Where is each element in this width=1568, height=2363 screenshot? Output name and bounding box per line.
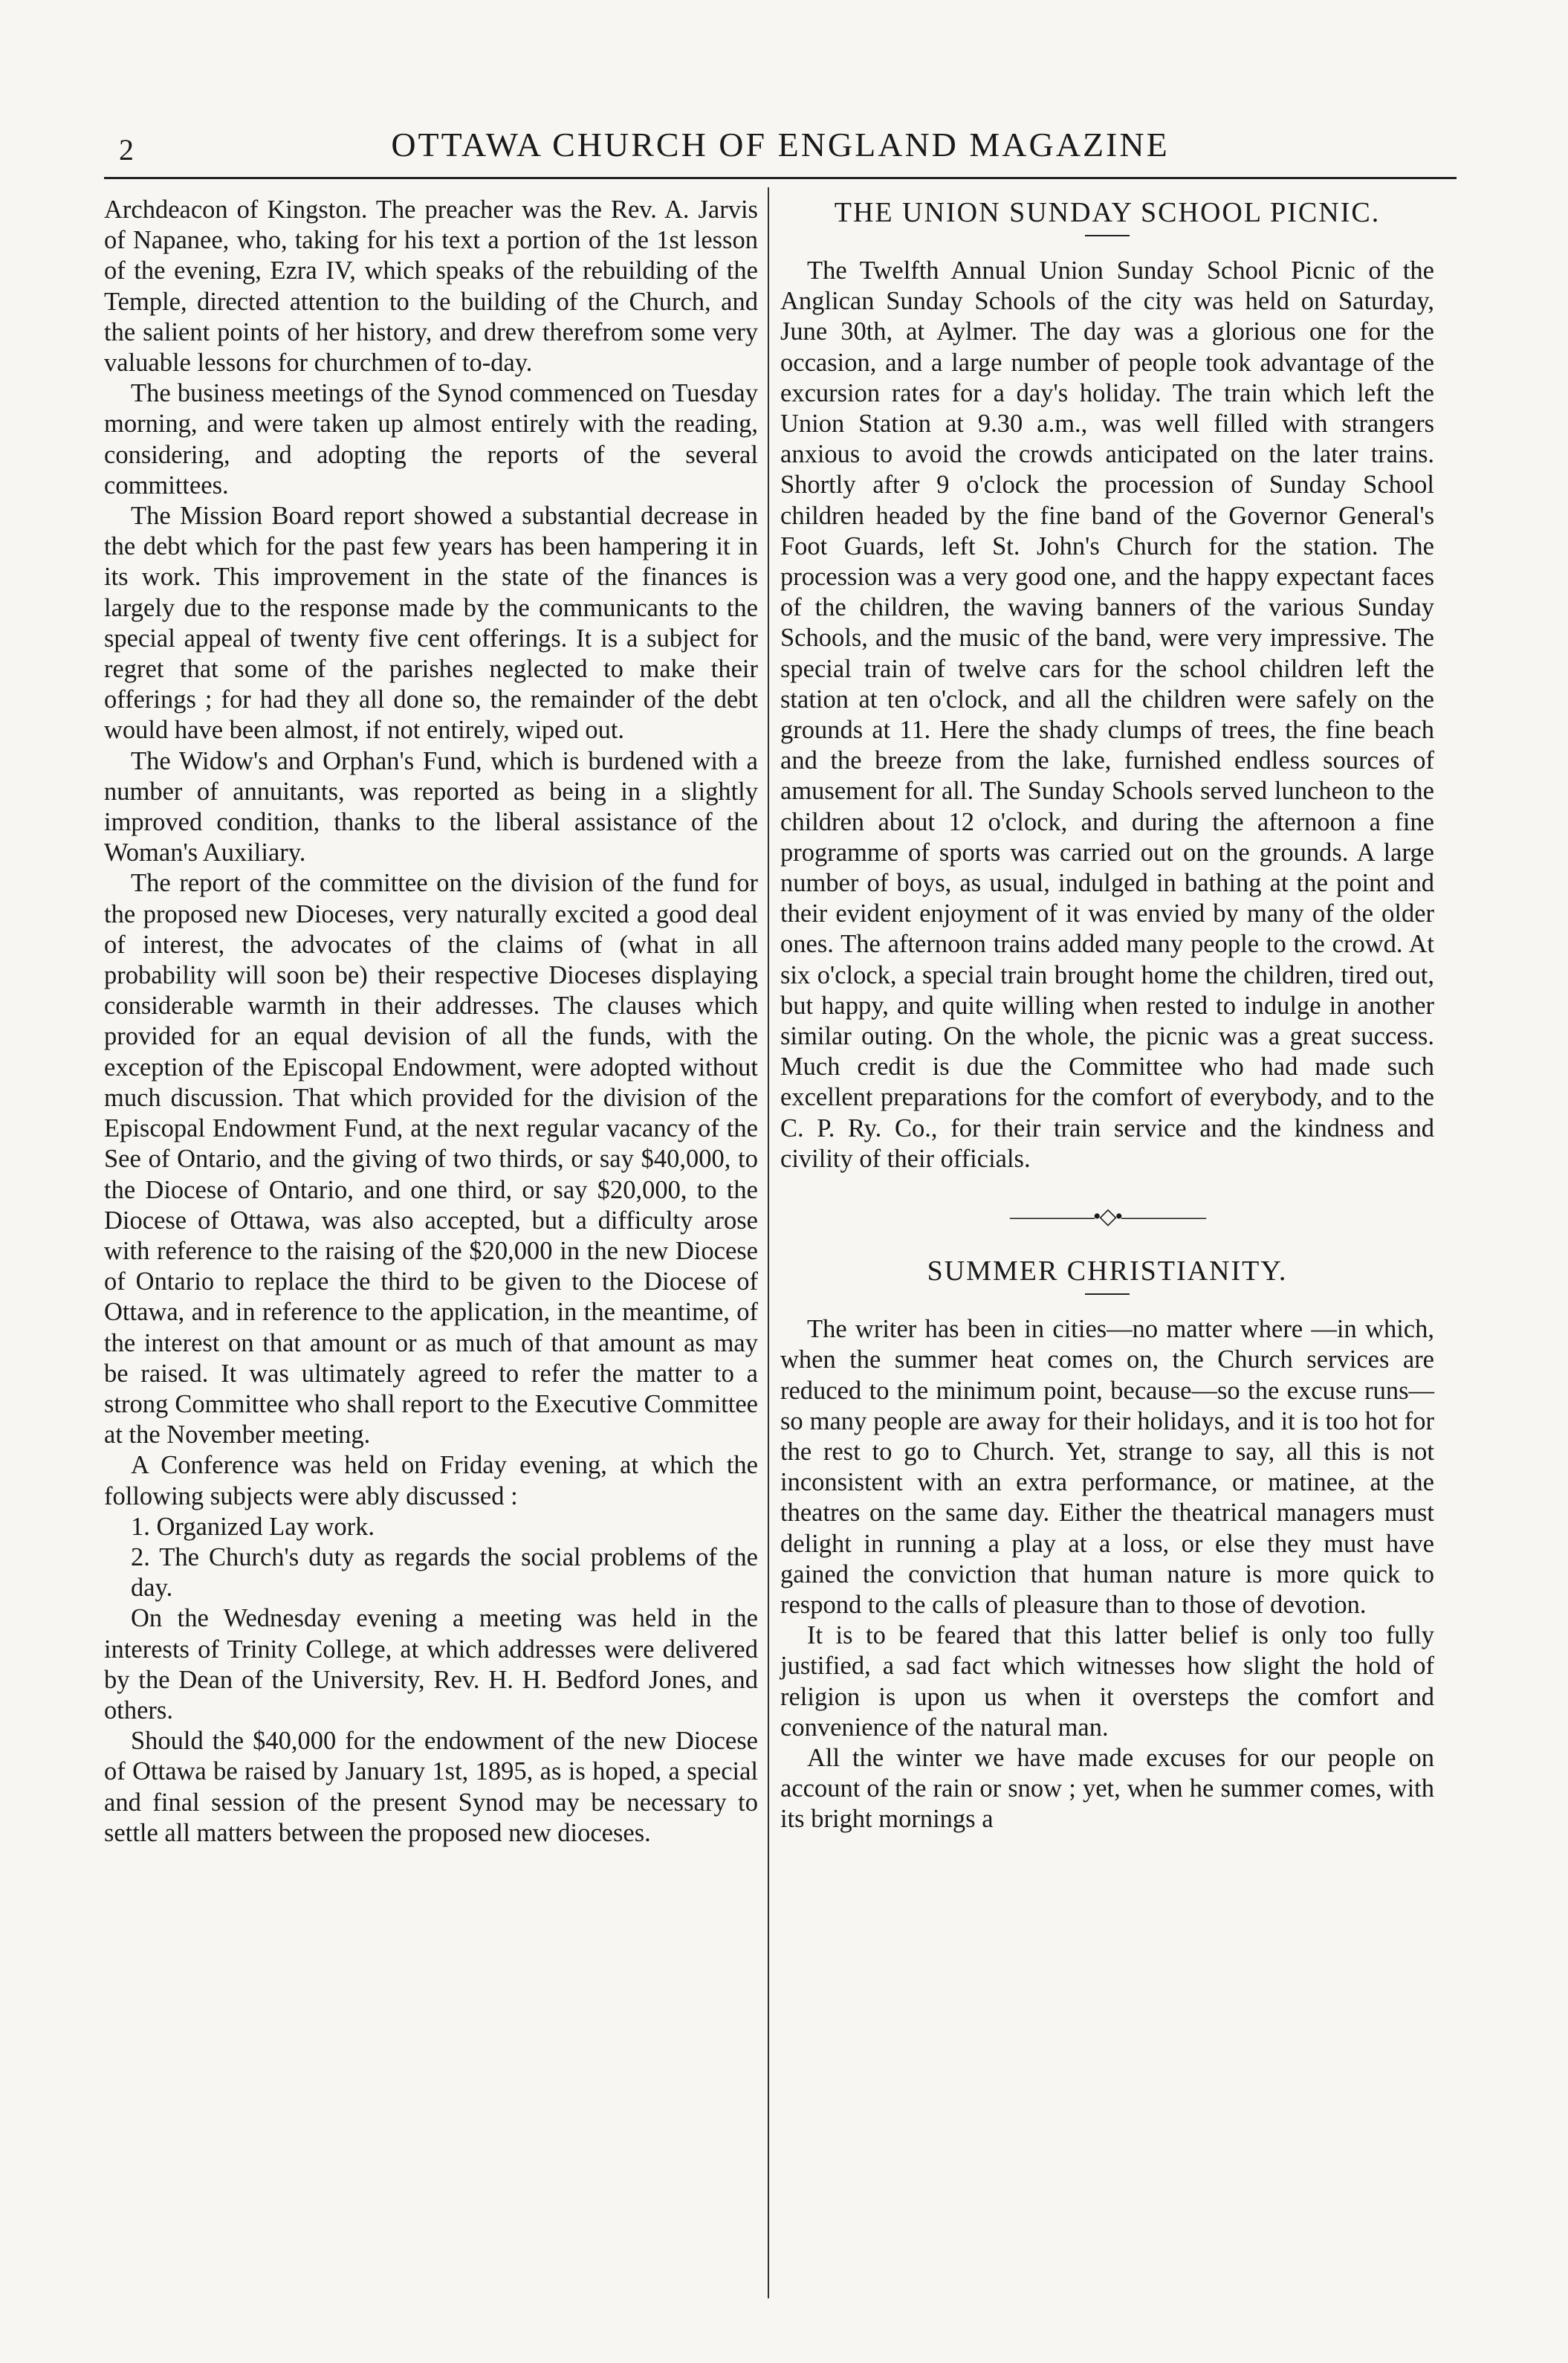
paragraph: It is to be feared that this latter belief is only too fully justified, a sad fact which witnesses how slight the hold of religion is upon us when it oversteps the comfort and convenience of the natural man. xyxy=(780,1621,1434,1742)
paragraph: A Conference was held on Friday evening, at which the following subjects were ably discussed : xyxy=(104,1451,758,1510)
list-item: 1. Organized Lay work. xyxy=(131,1512,375,1541)
title-rule xyxy=(1085,235,1130,236)
header-rule xyxy=(104,177,1457,179)
list-item: 2. The Church's duty as regards the social problems of the day. xyxy=(131,1542,758,1603)
left-column xyxy=(104,195,758,1849)
paragraph: The Widow's and Orphan's Fund, which is burdened with a number of annuitants, was reported as being in a slightly improved condition, thanks to the liberal assistance of the Woman's Auxiliary. xyxy=(104,746,758,867)
paragraph: The business meetings of the Synod commenced on Tuesday morning, and were taken up almost entirely with the reading, considering, and adopting the reports of the several committees. xyxy=(104,379,758,500)
paragraph: Should the $40,000 for the endowment of the new Diocese of Ottawa be raised by January 1st, 1895, as is hoped, a special and final session of the present Synod may be necessary to settle all matters between the proposed new dioceses. xyxy=(104,1727,758,1847)
paragraph: The Twelfth Annual Union Sunday School Picnic of the Anglican Sunday Schools of the city was held on Saturday, June 30th, at Aylmer. The day was a glorious one for the occasion, and a large number of people took advantage of the excursion rates for a day's holiday. The train which left the Union Station at 9.30 a.m., was well filled with strangers anxious to avoid the crowds anticipated on the later trains. Shortly after 9 o'clock the procession of Sunday School children headed by the fine band of the Governor General's Foot Guards, left St. John's Church for the station. The procession was a very good one, and the happy expectant faces of the children, the waving banners of the various Sunday Schools, and the music of the band, were very impressive. The special train of twelve cars for the school children left the station at ten o'clock, and all the children were safely on the grounds at 11. Here the shady clumps of trees, the fine beach and the breeze from the lake, furnished endless sources of amusement for all. The Sunday Schools served luncheon to the children about 12 o'clock, and during the afternoon a fine programme of sports was carried out on the grounds. A large number of boys, as usual, indulged in bathing at the point and their evident enjoyment of it was envied by many of the older ones. The afternoon trains added many people to the crowd. At six o'clock, a special train brought home the children, tired out, but happy, and quite willing when rested to indulge in another similar outing. On the whole, the picnic was a great success. Much credit is due the Committee who had made such excellent preparations for the comfort of everybody, and to the C. P. Ry. Co., for their train service and the kindness and civility of their officials. xyxy=(780,256,1434,1173)
paragraph: The Mission Board report showed a substantial decrease in the debt which for the past few years has been hampering it in its work. This improvement in the state of the finances is largely due to the response made by the communicants to the special appeal of twenty five cent offerings. It is a subject for regret that some of the parishes neglected to make their offerings ; for had they all done so, the remainder of the debt would have been almost, if not entirely, wiped out. xyxy=(104,502,758,745)
page-number: 2 xyxy=(119,133,134,167)
running-title: OTTAWA CHURCH OF ENGLAND MAGAZINE xyxy=(391,126,1170,164)
column-divider xyxy=(768,187,769,2298)
section-title-summer-christianity: SUMMER CHRISTIANITY. xyxy=(927,1255,1288,1287)
section-ornament: ————•◇•———— xyxy=(1009,1204,1205,1229)
paragraph: Archdeacon of Kingston. The preacher was the Rev. A. Jarvis of Napanee, who, taking for his text a portion of the 1st lesson of the evening, Ezra IV, which speaks of the rebuilding of the Temple, directed attention to the building of the Church, and the salient points of her history, and drew therefrom some very valuable lessons for churchmen of to-day. xyxy=(104,195,758,378)
paragraph: The report of the committee on the division of the fund for the proposed new Dioceses, very naturally excited a good deal of interest, the advocates of the claims of (what in all probability will soon be) their respective Dioceses displaying considerable warmth in their addresses. The clauses which provided for an equal devision of all the funds, with the exception of the Episcopal Endowment, were adopted without much discussion. That which provided for the division of the Episcopal Endowment Fund, at the next regular vacancy of the See of Ontario, and the giving of two thirds, or say $40,000, to the Diocese of Ontario, and one third, or say $20,000, to the Diocese of Ottawa, was also accepted, but a difficulty arose with reference to the raising of the $20,000 in the new Diocese of Ontario to replace the third to be given to the Diocese of Ottawa, and in reference to the application, in the meantime, of the interest on that amount or as much of that amount as may be raised. It was ultimately agreed to refer the matter to a strong Committee who shall report to the Executive Committee at the November meeting. xyxy=(104,869,758,1449)
paragraph: On the Wednesday evening a meeting was held in the interests of Trinity College, at which addresses were delivered by the Dean of the University, Rev. H. H. Bedford Jones, and others. xyxy=(104,1604,758,1724)
paragraph: All the winter we have made excuses for our people on account of the rain or snow ; yet, when he summer comes, with its bright mornings a xyxy=(780,1743,1434,1834)
page-header xyxy=(104,125,1457,169)
section-title-picnic: THE UNION SUNDAY SCHOOL PICNIC. xyxy=(834,197,1381,228)
paragraph: The writer has been in cities—no matter where —in which, when the summer heat comes on, the Church services are reduced to the minimum point, because—so the excuse runs—so many people are away for their holidays, and it is too hot for the rest to go to Church. Yet, strange to say, all this is not inconsistent with an extra performance, or matinee, at the theatres on the same day. Either the theatrical managers must delight in running a play at a loss, or else they must have gained the conviction that human nature is more quick to respond to the calls of pleasure than to those of devotion. xyxy=(780,1315,1434,1619)
title-rule xyxy=(1085,1293,1130,1295)
right-column xyxy=(780,195,1434,1835)
